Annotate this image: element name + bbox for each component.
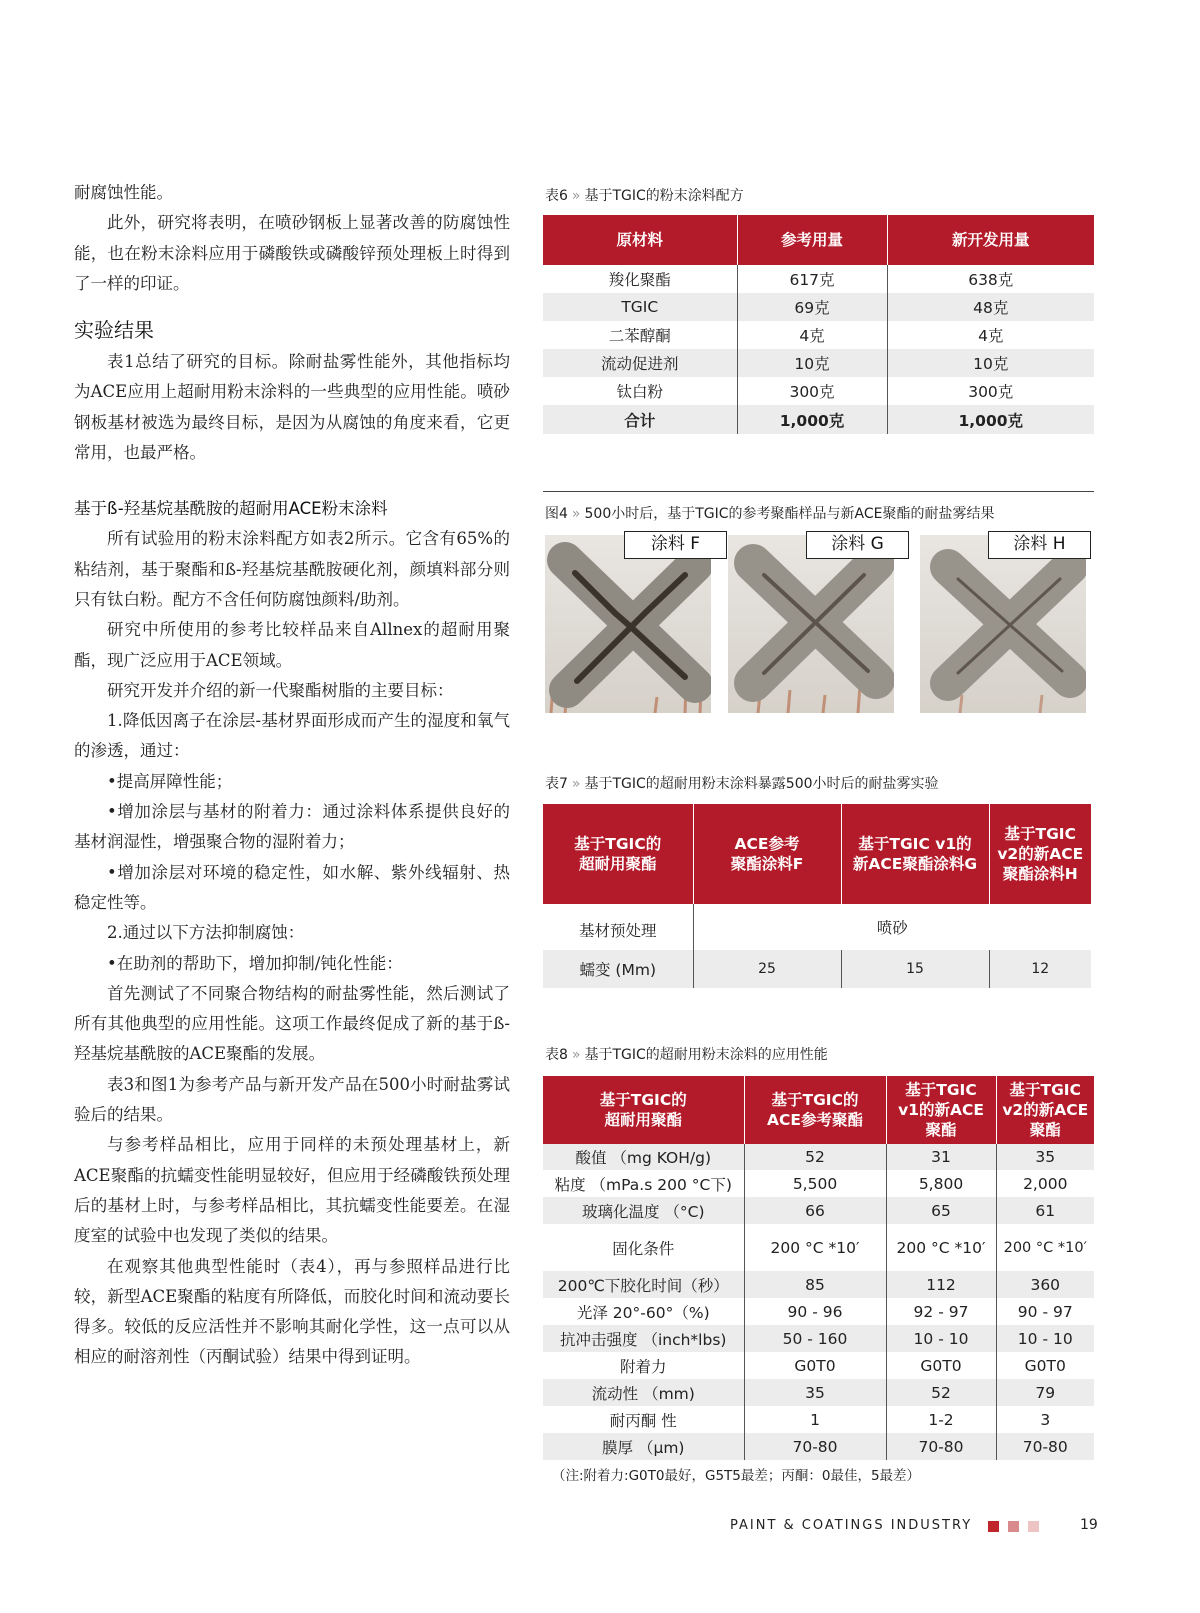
paragraph: 此外，研究将表明，在喷砂钢板上显著改善的防腐蚀性能，也在粉末涂料应用于磷酸铁或磷酸锌预处理板上时得到了一样的印证。 bbox=[74, 213, 510, 293]
table-cell: 617克 bbox=[737, 265, 887, 293]
table-cell: 12 bbox=[989, 950, 1091, 988]
table-cell: 10 - 10 bbox=[886, 1325, 996, 1352]
table-cell: 5,800 bbox=[886, 1170, 996, 1197]
panel-photo-g bbox=[728, 535, 894, 713]
table-cell: 耐丙酮 性 bbox=[609, 1411, 677, 1430]
table-header: 基于TGIC v2的新ACE 聚酯涂料H bbox=[989, 804, 1091, 904]
table-cell: 4克 bbox=[737, 321, 887, 349]
table-cell: 70-80 bbox=[744, 1433, 886, 1460]
table-cell: 粘度 （mPa.s 200 °C下) bbox=[554, 1175, 732, 1194]
footer-square bbox=[988, 1521, 999, 1532]
table-cell: 69克 bbox=[737, 293, 887, 321]
panel-label-h: 涂料 H bbox=[988, 531, 1091, 559]
table-cell: 79 bbox=[996, 1379, 1094, 1406]
table-cell: 固化条件 bbox=[612, 1239, 675, 1258]
table-header: 新开发用量 bbox=[887, 215, 1094, 265]
table-cell: 48克 bbox=[887, 293, 1094, 321]
table8 bbox=[543, 1076, 1094, 1460]
table-cell: 1,000克 bbox=[887, 405, 1094, 434]
table-cell: 70-80 bbox=[886, 1433, 996, 1460]
table-cell: 360 bbox=[996, 1271, 1094, 1298]
table7-caption: 表7 » 基于TGIC的超耐用粉末涂料暴露500小时后的耐盐雾实验 bbox=[545, 776, 939, 792]
table-cell: 4克 bbox=[887, 321, 1094, 349]
table-cell: 2,000 bbox=[996, 1170, 1094, 1197]
table-cell: TGIC bbox=[543, 293, 737, 321]
page-number: 19 bbox=[1080, 1517, 1098, 1533]
table-cell: 基材预处理 bbox=[578, 922, 657, 940]
panel-label-f: 涂料 F bbox=[624, 531, 727, 559]
table-header: 基于TGIC v1的 新ACE聚酯涂料G bbox=[841, 804, 989, 904]
table-cell: 1 bbox=[744, 1406, 886, 1433]
table-header: 原材料 bbox=[543, 215, 737, 265]
table-cell: 光泽 20°-60°（%) bbox=[576, 1303, 710, 1322]
table-cell: 638克 bbox=[887, 265, 1094, 293]
table-cell: 200℃下胶化时间（秒） bbox=[543, 1271, 744, 1298]
paragraph: •提高屏障性能； bbox=[107, 771, 233, 791]
table6-caption: 表6 » 基于TGIC的粉末涂料配方 bbox=[545, 188, 744, 204]
table-cell: 抗冲击强度 （inch*lbs) bbox=[543, 1325, 744, 1352]
table-cell: 200 °C *10′ bbox=[996, 1224, 1094, 1271]
table-cell: 二苯醇酮 bbox=[608, 327, 671, 345]
divider bbox=[543, 491, 1094, 492]
paragraph: 所有试验用的粉末涂料配方如表2所示。它含有65%的粘结剂，基于聚酯和ß-羟基烷基酰胺硬化剂，颜填料部分则只有钛白粉。配方不含任何防腐蚀颜料/助剂。 bbox=[74, 529, 510, 609]
paragraph: •增加涂层对环境的稳定性，如水解、紫外线辐射、热稳定性等。 bbox=[74, 862, 510, 912]
paragraph: 表1总结了研究的目标。除耐盐雾性能外，其他指标均为ACE应用上超耐用粉末涂料的一些典型的应用性能。喷砂钢板基材被选为最终目标，是因为从腐蚀的角度来看，它更常用，也最严格。 bbox=[74, 352, 510, 463]
table-header: 基于TGIC v1的新ACE 聚酯 bbox=[886, 1076, 996, 1144]
table-cell: 85 bbox=[744, 1271, 886, 1298]
paragraph: 研究开发并介绍的新一代聚酯树脂的主要目标： bbox=[107, 680, 454, 700]
table8-caption: 表8 » 基于TGIC的超耐用粉末涂料的应用性能 bbox=[545, 1047, 828, 1063]
table8-note: （注:附着力:G0T0最好，G5T5最差；丙酮：0最佳，5最差） bbox=[552, 1468, 921, 1484]
panel-photo-f bbox=[545, 535, 711, 713]
table-cell: 112 bbox=[886, 1271, 996, 1298]
table7 bbox=[543, 804, 1091, 988]
table-cell: 1-2 bbox=[886, 1406, 996, 1433]
paragraph: 2.通过以下方法抑制腐蚀： bbox=[107, 923, 305, 943]
table-cell: G0T0 bbox=[996, 1352, 1094, 1379]
table-cell: G0T0 bbox=[744, 1352, 886, 1379]
left-column bbox=[74, 178, 510, 1373]
table-cell: 52 bbox=[744, 1144, 886, 1170]
table-cell: 合计 bbox=[543, 405, 737, 434]
table-cell: 10 - 10 bbox=[996, 1325, 1094, 1352]
table-cell: 喷砂 bbox=[693, 904, 1091, 950]
paragraph: 耐腐蚀性能。 bbox=[74, 183, 173, 202]
table6 bbox=[543, 215, 1094, 434]
footer-square bbox=[1028, 1521, 1039, 1532]
panel-label-g: 涂料 G bbox=[806, 531, 909, 559]
journal-name: PAINT & COATINGS INDUSTRY bbox=[730, 1518, 973, 1533]
paragraph: 首先测试了不同聚合物结构的耐盐雾性能，然后测试了所有其他典型的应用性能。这项工作最终促成了新的基于ß-羟基烷基酰胺的ACE聚酯的发展。 bbox=[74, 983, 510, 1064]
table-cell: 羧化聚酯 bbox=[608, 271, 671, 289]
table-header: 参考用量 bbox=[737, 215, 887, 265]
table-cell: 300克 bbox=[737, 377, 887, 405]
table-cell: 50 - 160 bbox=[744, 1325, 886, 1352]
table-header: ACE参考 聚酯涂料F bbox=[693, 804, 841, 904]
figure4-caption: 图4 » 500小时后，基于TGIC的参考聚酯样品与新ACE聚酯的耐盐雾结果 bbox=[545, 506, 995, 522]
footer-square bbox=[1008, 1521, 1019, 1532]
paragraph: 研究中所使用的参考比较样品来自Allnex的超耐用聚酯，现广泛应用于ACE领域。 bbox=[74, 620, 510, 670]
table-cell: 钛白粉 bbox=[616, 383, 663, 401]
table-cell: 35 bbox=[996, 1144, 1094, 1170]
table-cell: 10克 bbox=[887, 349, 1094, 377]
table-cell: 31 bbox=[886, 1144, 996, 1170]
paragraph: 在观察其他典型性能时（表4），再与参照样品进行比较，新型ACE聚酯的粘度有所降低，而胶化时间和流动要长得多。较低的反应活性并不影响其耐化学性，这一点可以从相应的耐溶剂性（丙酮试验）结果中得到证明。 bbox=[74, 1256, 510, 1367]
table-cell: 92 - 97 bbox=[886, 1298, 996, 1325]
table-cell: 酸值 （mg KOH/g) bbox=[543, 1144, 744, 1170]
table-cell: 蠕变 (Mm) bbox=[543, 950, 693, 988]
table-cell: 70-80 bbox=[996, 1433, 1094, 1460]
table-cell: 61 bbox=[996, 1197, 1094, 1224]
paragraph: •在助剂的帮助下，增加抑制/钝化性能： bbox=[107, 953, 403, 973]
table-cell: 90 - 96 bbox=[744, 1298, 886, 1325]
table-cell: 66 bbox=[744, 1197, 886, 1224]
table-cell: 65 bbox=[886, 1197, 996, 1224]
subsection-heading: 基于ß-羟基烷基酰胺的超耐用ACE粉末涂料 bbox=[74, 499, 388, 519]
table-cell: 膜厚 （μm) bbox=[543, 1433, 744, 1460]
table-cell: 52 bbox=[886, 1379, 996, 1406]
table-cell: 3 bbox=[996, 1406, 1094, 1433]
table-cell: 200 °C *10′ bbox=[744, 1224, 886, 1271]
table-cell: 附着力 bbox=[619, 1357, 667, 1376]
paragraph: 1.降低因离子在涂层-基材界面形成而产生的湿度和氧气的渗透，通过： bbox=[74, 711, 510, 761]
table-cell: 90 - 97 bbox=[996, 1298, 1094, 1325]
table-header: 基于TGIC的 超耐用聚酯 bbox=[543, 804, 693, 904]
table-cell: 200 °C *10′ bbox=[886, 1224, 996, 1271]
table-cell: 流动促进剂 bbox=[543, 349, 737, 377]
table-header: 基于TGIC的 ACE参考聚酯 bbox=[744, 1076, 886, 1144]
paragraph: 表3和图1为参考产品与新开发产品在500小时耐盐雾试验后的结果。 bbox=[74, 1074, 510, 1125]
table-cell: 1,000克 bbox=[737, 405, 887, 434]
section-heading-results: 实验结果 bbox=[74, 318, 154, 343]
table-cell: 15 bbox=[841, 950, 989, 988]
paragraph: •增加涂层与基材的附着力：通过涂料体系提供良好的基材润湿性，增强聚合物的湿附着力； bbox=[74, 802, 510, 852]
table-cell: 35 bbox=[744, 1379, 886, 1406]
table-cell: 玻璃化温度 （°C) bbox=[543, 1197, 744, 1224]
table-cell: 300克 bbox=[887, 377, 1094, 405]
table-cell: 25 bbox=[693, 950, 841, 988]
table-cell: 流动性 （mm) bbox=[543, 1379, 744, 1406]
paragraph: 与参考样品相比，应用于同样的未预处理基材上，新ACE聚酯的抗蠕变性能明显较好，但应用于经磷酸铁预处理后的基材上时，与参考样品相比，其抗蠕变性能要差。在湿度室的试验中也发现了类似的结果。 bbox=[74, 1135, 510, 1246]
table-header: 基于TGIC v2的新ACE 聚酯 bbox=[996, 1076, 1094, 1144]
table-cell: 10克 bbox=[737, 349, 887, 377]
table-header: 基于TGIC的 超耐用聚酯 bbox=[543, 1076, 744, 1144]
table-cell: G0T0 bbox=[886, 1352, 996, 1379]
table-cell: 5,500 bbox=[744, 1170, 886, 1197]
panel-photo-h bbox=[920, 535, 1086, 713]
